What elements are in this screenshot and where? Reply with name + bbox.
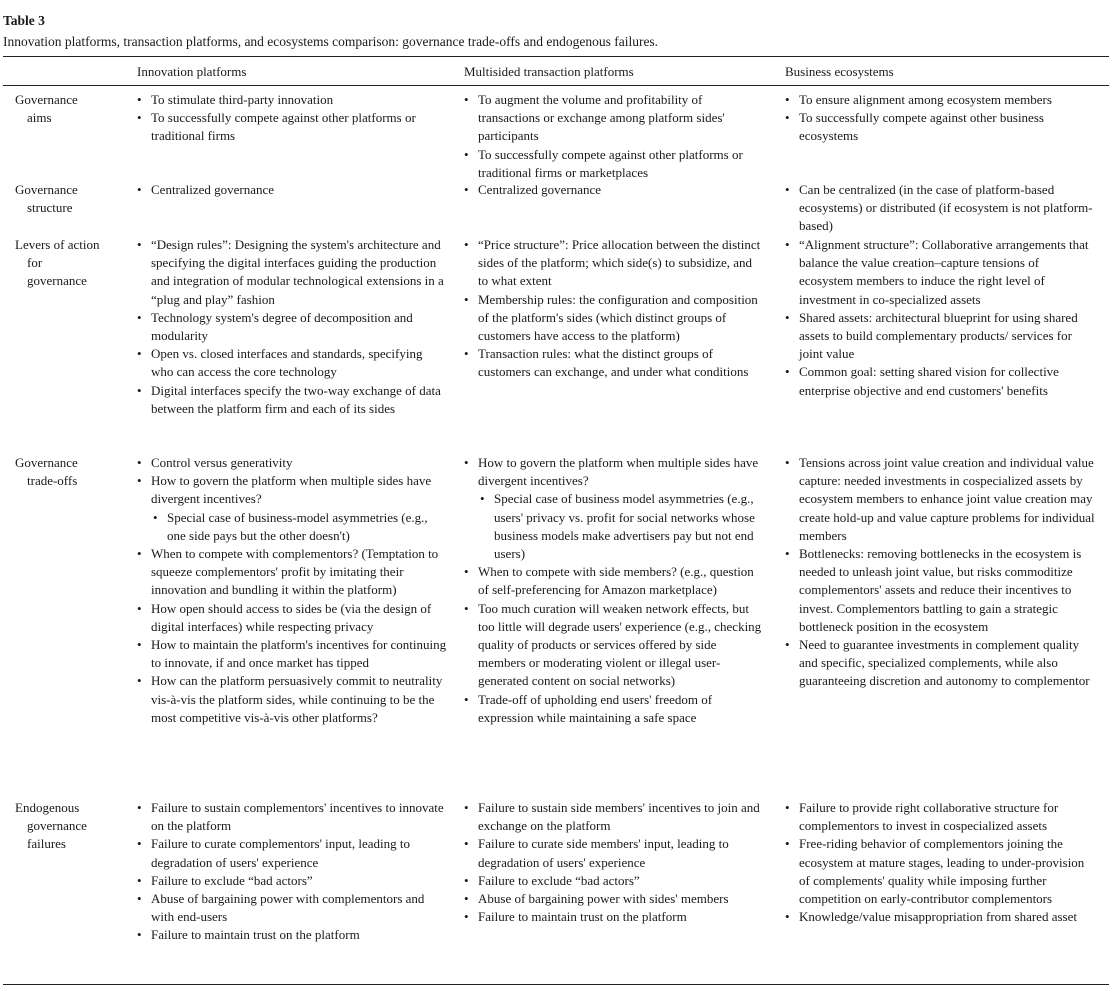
sub-list-item: • Special case of business model asymmetries (e.g., users' privacy vs. profit for social networks whose business models make advertisers pay but not end users)	[464, 490, 764, 563]
row-label-failures	[15, 799, 87, 854]
list-item: • To successfully compete against other platforms or traditional firms or marketplaces	[464, 146, 764, 182]
cell-aims-transaction	[464, 91, 764, 182]
list-item: • How to maintain the platform's incentives for continuing to innovate, if and once market has tipped	[137, 636, 447, 672]
list-item: • Transaction rules: what the distinct groups of customers can exchange, and under what conditions	[464, 345, 764, 381]
list-item: • Centralized governance	[137, 181, 447, 199]
list-item: • Tensions across joint value creation and individual value capture: needed investments in cospecialized assets by ecosystem members to enhance joint value creation may create hold-up and value capture problems for individual members	[785, 454, 1096, 545]
list-item: • Failure to curate complementors' input, leading to degradation of users' experience	[137, 835, 447, 871]
cell-failures-innovation	[137, 799, 447, 945]
row-label-line: Governance	[15, 92, 78, 107]
col-header-innovation: Innovation platforms	[137, 64, 247, 79]
cell-structure-ecosystems	[785, 181, 1096, 236]
list-item: • Free-riding behavior of complementors joining the ecosystem at mature stages, leading to under-provision of complements' quality while imposing further competition on early-contributor complementors	[785, 835, 1096, 908]
row-label-line: governance	[27, 818, 87, 834]
row-label-tradeoffs	[15, 454, 78, 490]
list-item: • Digital interfaces specify the two-way exchange of data between the platform firm and each of its sides	[137, 382, 447, 418]
list-item: • Trade-off of upholding end users' freedom of expression while maintaining a safe space	[464, 691, 764, 727]
list-item: • Common goal: setting shared vision for collective enterprise objective and end customers' benefits	[785, 363, 1096, 399]
cell-tradeoffs-innovation	[137, 454, 447, 727]
list-item: • Failure to provide right collaborative structure for complementors to invest in cospecialized assets	[785, 799, 1096, 835]
list-item: • “Alignment structure”: Collaborative arrangements that balance the value creation–capture tensions of ecosystem members to induce the right level of investment in co-specialized assets	[785, 236, 1096, 309]
list-item: • Technology system's degree of decomposition and modularity	[137, 309, 447, 345]
list-item: • To successfully compete against other business ecosystems	[785, 109, 1096, 145]
list-item: • Membership rules: the configuration and composition of the platform's sides (which distinct groups of customers have access to the platform)	[464, 291, 764, 346]
list-item: • When to compete with complementors? (Temptation to squeeze complementors' profit by imitating their innovation and bundling it within the platform)	[137, 545, 447, 600]
cell-levers-innovation	[137, 236, 447, 418]
row-label-line: structure	[27, 200, 73, 216]
list-item-text: How to govern the platform when multiple sides have divergent incentives?	[151, 473, 432, 507]
list-item: • Abuse of bargaining power with complementors and with end-users	[137, 890, 447, 926]
cell-aims-ecosystems	[785, 91, 1096, 146]
list-item: • Shared assets: architectural blueprint for using shared assets to build complementary products/ services for joint value	[785, 309, 1096, 364]
row-label-line: Governance	[15, 182, 78, 197]
cell-aims-innovation	[137, 91, 447, 146]
row-label-line: trade-offs	[27, 473, 78, 489]
row-label-structure	[15, 181, 78, 217]
cell-tradeoffs-ecosystems	[785, 454, 1096, 691]
header-rule	[3, 85, 1109, 86]
cell-failures-transaction	[464, 799, 764, 926]
row-label-levers	[15, 236, 99, 291]
cell-levers-ecosystems	[785, 236, 1096, 400]
list-item: • When to compete with side members? (e.g., question of self-preferencing for Amazon marketplace)	[464, 563, 764, 599]
list-item: • Control versus generativity	[137, 454, 447, 472]
row-label-line: for	[27, 255, 43, 271]
bottom-rule	[3, 984, 1109, 985]
cell-levers-transaction	[464, 236, 764, 382]
row-label-line: governance	[27, 273, 87, 289]
list-item: • “Design rules”: Designing the system's architecture and specifying the digital interfaces guiding the production and integration of modular technological extensions in a “plug and play” fashion	[137, 236, 447, 309]
table-caption: Innovation platforms, transaction platforms, and ecosystems comparison: governance trade-offs and endogenous failures.	[3, 34, 659, 49]
col-header-ecosystems: Business ecosystems	[785, 64, 894, 79]
list-item: • How can the platform persuasively commit to neutrality vis-à-vis the platform sides, while continuing to be the most competitive vis-à-vis other platforms?	[137, 672, 447, 727]
table-label: Table 3	[3, 13, 45, 28]
row-label-line: Endogenous	[15, 800, 80, 815]
list-item: • Failure to curate side members' input, leading to degradation of users' experience	[464, 835, 764, 871]
cell-tradeoffs-transaction	[464, 454, 764, 727]
list-item: • How to govern the platform when multiple sides have divergent incentives?	[464, 454, 764, 490]
row-label-aims	[15, 91, 78, 127]
list-item: • To stimulate third-party innovation	[137, 91, 447, 109]
list-item	[137, 472, 447, 508]
list-item: • Open vs. closed interfaces and standards, specifying who can access the core technology	[137, 345, 447, 381]
row-label-line: failures	[27, 836, 66, 852]
top-rule	[3, 56, 1109, 57]
cell-structure-transaction	[464, 181, 764, 199]
list-item: • Failure to sustain side members' incentives to join and exchange on the platform	[464, 799, 764, 835]
row-label-line: aims	[27, 110, 52, 126]
list-item: • Centralized governance	[464, 181, 764, 199]
list-item: • Failure to sustain complementors' incentives to innovate on the platform	[137, 799, 447, 835]
list-item: • To augment the volume and profitability of transactions or exchange among platform sides' participants	[464, 91, 764, 146]
list-item: • Need to guarantee investments in complement quality and specific, specialized complements, while also guaranteeing discretion and autonomy to complementor	[785, 636, 1096, 691]
list-item: • How open should access to sides be (via the design of digital interfaces) while respecting privacy	[137, 600, 447, 636]
row-label-line: Levers of action	[15, 237, 100, 252]
row-label-line: Governance	[15, 455, 78, 470]
list-item: • Can be centralized (in the case of platform-based ecosystems) or distributed (if ecosystem is not platform-based)	[785, 181, 1096, 236]
list-item: • Failure to exclude “bad actors”	[137, 872, 447, 890]
list-item: • Failure to exclude “bad actors”	[464, 872, 764, 890]
list-item: • Failure to maintain trust on the platform	[464, 908, 764, 926]
list-item: • Knowledge/value misappropriation from shared asset	[785, 908, 1096, 926]
list-item: • Bottlenecks: removing bottlenecks in the ecosystem is needed to unleash joint value, but risks commoditize complementors' assets and reduce their incentives to invest. Complementors battling to gain a strategic bottleneck position in the ecosystem	[785, 545, 1096, 636]
list-item: • Failure to maintain trust on the platform	[137, 926, 447, 944]
list-item: • Abuse of bargaining power with sides' members	[464, 890, 764, 908]
col-header-transaction: Multisided transaction platforms	[464, 64, 634, 79]
list-item: • Too much curation will weaken network effects, but too little will degrade users' experience (e.g., checking quality of products or services offered by side members or moderating violent or illegal user-generated content on social networks)	[464, 600, 764, 691]
sub-list-item: • Special case of business-model asymmetries (e.g., one side pays but the other doesn't)	[137, 509, 447, 545]
list-item: • To ensure alignment among ecosystem members	[785, 91, 1096, 109]
cell-structure-innovation	[137, 181, 447, 199]
list-item: • To successfully compete against other platforms or traditional firms	[137, 109, 447, 145]
cell-failures-ecosystems	[785, 799, 1096, 926]
list-item: • “Price structure”: Price allocation between the distinct sides of the platform; which side(s) to subsidize, and to what extent	[464, 236, 764, 291]
